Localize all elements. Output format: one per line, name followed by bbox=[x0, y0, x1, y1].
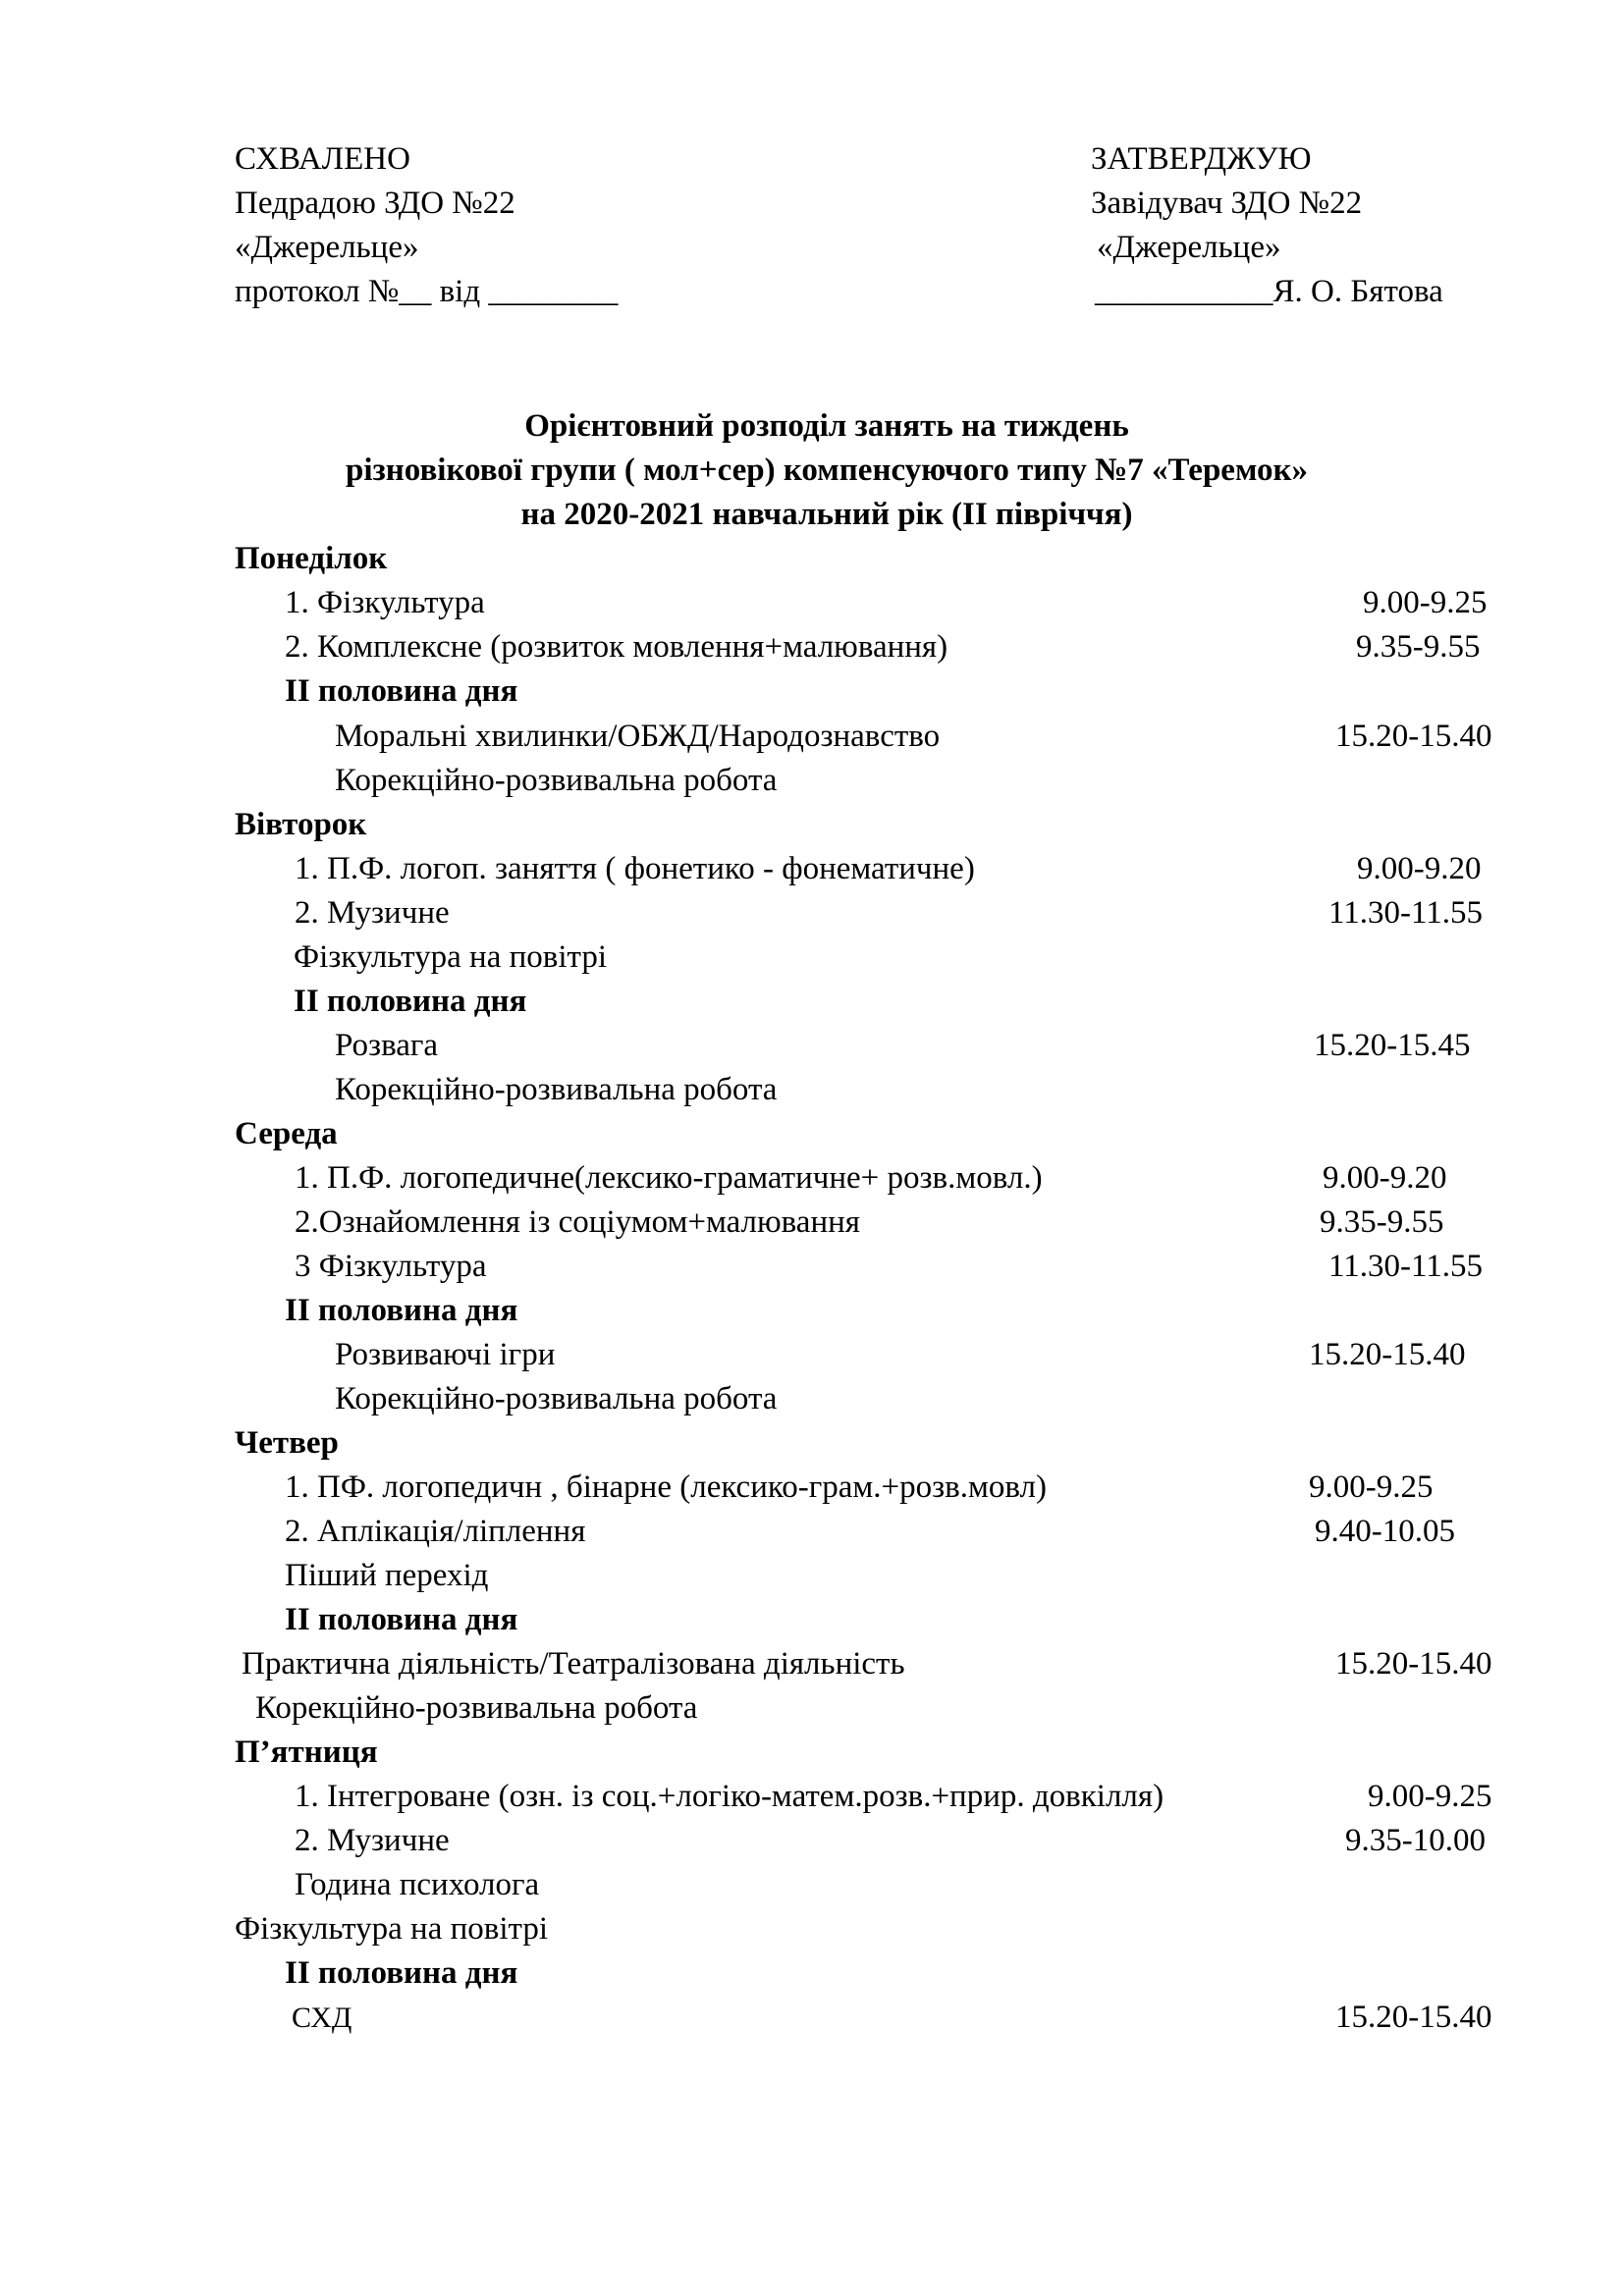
monday-item-4: Корекційно-розвивальна робота bbox=[335, 763, 778, 798]
friday-item-1: 1. Інтегроване (озн. із соц.+логіко-матем.розв.+прир. довкілля) bbox=[295, 1779, 1164, 1814]
day-monday: Понеділок bbox=[235, 541, 388, 576]
document-heading bbox=[0, 404, 1624, 537]
tuesday-item-2: 2. Музичне bbox=[295, 895, 450, 931]
monday-item-1: 1. Фізкультура bbox=[285, 585, 485, 620]
friday-afternoon-heading: ІІ половина дня bbox=[285, 1955, 518, 1991]
monday-item-2: 2. Комплексне (розвиток мовлення+малювання) bbox=[285, 629, 948, 665]
heading-line-1: Орієнтовний розподіл занять на тиждень bbox=[524, 408, 1129, 444]
tuesday-item-5: Корекційно-розвивальна робота bbox=[335, 1072, 778, 1107]
wednesday-time-4: 15.20-15.40 bbox=[1309, 1337, 1466, 1372]
day-wednesday: Середа bbox=[235, 1116, 338, 1151]
friday-time-2: 9.35-10.00 bbox=[1345, 1823, 1486, 1858]
confirm-position: Завідувач ЗДО №22 bbox=[1091, 186, 1363, 221]
thursday-afternoon-heading: ІІ половина дня bbox=[285, 1602, 518, 1637]
wednesday-afternoon-heading: ІІ половина дня bbox=[285, 1293, 518, 1328]
day-friday: П’ятниця bbox=[235, 1735, 378, 1770]
approval-title: СХВАЛЕНО bbox=[235, 141, 410, 177]
friday-item-2: 2. Музичне bbox=[295, 1823, 450, 1858]
tuesday-time-2: 11.30-11.55 bbox=[1328, 895, 1484, 931]
tuesday-time-4: 15.20-15.45 bbox=[1314, 1028, 1471, 1063]
friday-item-5: СХД bbox=[292, 2002, 352, 2034]
heading-line-3: на 2020-2021 навчальний рік (ІІ півріччя) bbox=[520, 497, 1133, 532]
wednesday-time-1: 9.00-9.20 bbox=[1323, 1160, 1447, 1196]
confirm-title: ЗАТВЕРДЖУЮ bbox=[1091, 141, 1312, 177]
monday-time-3: 15.20-15.40 bbox=[1335, 719, 1492, 754]
monday-time-2: 9.35-9.55 bbox=[1356, 629, 1481, 665]
thursday-time-1: 9.00-9.25 bbox=[1309, 1469, 1434, 1505]
thursday-item-1: 1. ПФ. логопедичн , бінарне (лексико-грам.+розв.мовл) bbox=[285, 1469, 1047, 1505]
friday-time-1: 9.00-9.25 bbox=[1368, 1779, 1492, 1814]
tuesday-afternoon-heading: ІІ половина дня bbox=[294, 984, 527, 1019]
friday-item-3: Година психолога bbox=[295, 1867, 540, 1902]
tuesday-item-4: Розвага bbox=[335, 1028, 439, 1063]
friday-item-4: Фізкультура на повітрі bbox=[235, 1911, 548, 1947]
confirm-signature: ___________Я. О. Бятова bbox=[1095, 274, 1443, 309]
thursday-item-2: 2. Аплікація/ліплення bbox=[285, 1514, 586, 1549]
wednesday-time-2: 9.35-9.55 bbox=[1320, 1204, 1444, 1240]
wednesday-item-4: Розвиваючі ігри bbox=[335, 1337, 556, 1372]
wednesday-item-5: Корекційно-розвивальна робота bbox=[335, 1381, 778, 1416]
monday-item-3: Моральні хвилинки/ОБЖД/Народознавство bbox=[335, 719, 941, 754]
wednesday-time-3: 11.30-11.55 bbox=[1328, 1249, 1484, 1284]
thursday-item-5: Корекційно-розвивальна робота bbox=[255, 1690, 698, 1726]
wednesday-item-1: 1. П.Ф. логопедичне(лексико-граматичне+ розв.мовл.) bbox=[295, 1160, 1043, 1196]
tuesday-item-3: Фізкультура на повітрі bbox=[294, 939, 607, 975]
approval-org: Педрадою ЗДО №22 bbox=[235, 186, 515, 221]
thursday-time-2: 9.40-10.05 bbox=[1315, 1514, 1455, 1549]
heading-line-2: різновікової групи ( мол+сер) компенсуючого типу №7 «Теремок» bbox=[345, 453, 1309, 488]
monday-afternoon-heading: ІІ половина дня bbox=[285, 673, 518, 709]
friday-time-5: 15.20-15.40 bbox=[1335, 2000, 1492, 2035]
monday-time-1: 9.00-9.25 bbox=[1363, 585, 1488, 620]
approval-name: «Джерельце» bbox=[235, 230, 419, 265]
wednesday-item-2: 2.Ознайомлення із соціумом+малювання bbox=[295, 1204, 860, 1240]
day-thursday: Четвер bbox=[235, 1425, 339, 1461]
wednesday-item-3: 3 Фізкультура bbox=[295, 1249, 487, 1284]
tuesday-item-1: 1. П.Ф. логоп. заняття ( фонетико - фонематичне) bbox=[295, 851, 975, 886]
thursday-item-4: Практична діяльність/Театралізована діяльність bbox=[242, 1646, 905, 1682]
thursday-time-4: 15.20-15.40 bbox=[1335, 1646, 1492, 1682]
approval-protocol: протокол №__ від ________ bbox=[235, 274, 619, 309]
thursday-item-3: Піший перехід bbox=[285, 1558, 489, 1593]
tuesday-time-1: 9.00-9.20 bbox=[1357, 851, 1482, 886]
confirm-name: «Джерельце» bbox=[1097, 230, 1281, 265]
day-tuesday: Вівторок bbox=[235, 807, 367, 842]
